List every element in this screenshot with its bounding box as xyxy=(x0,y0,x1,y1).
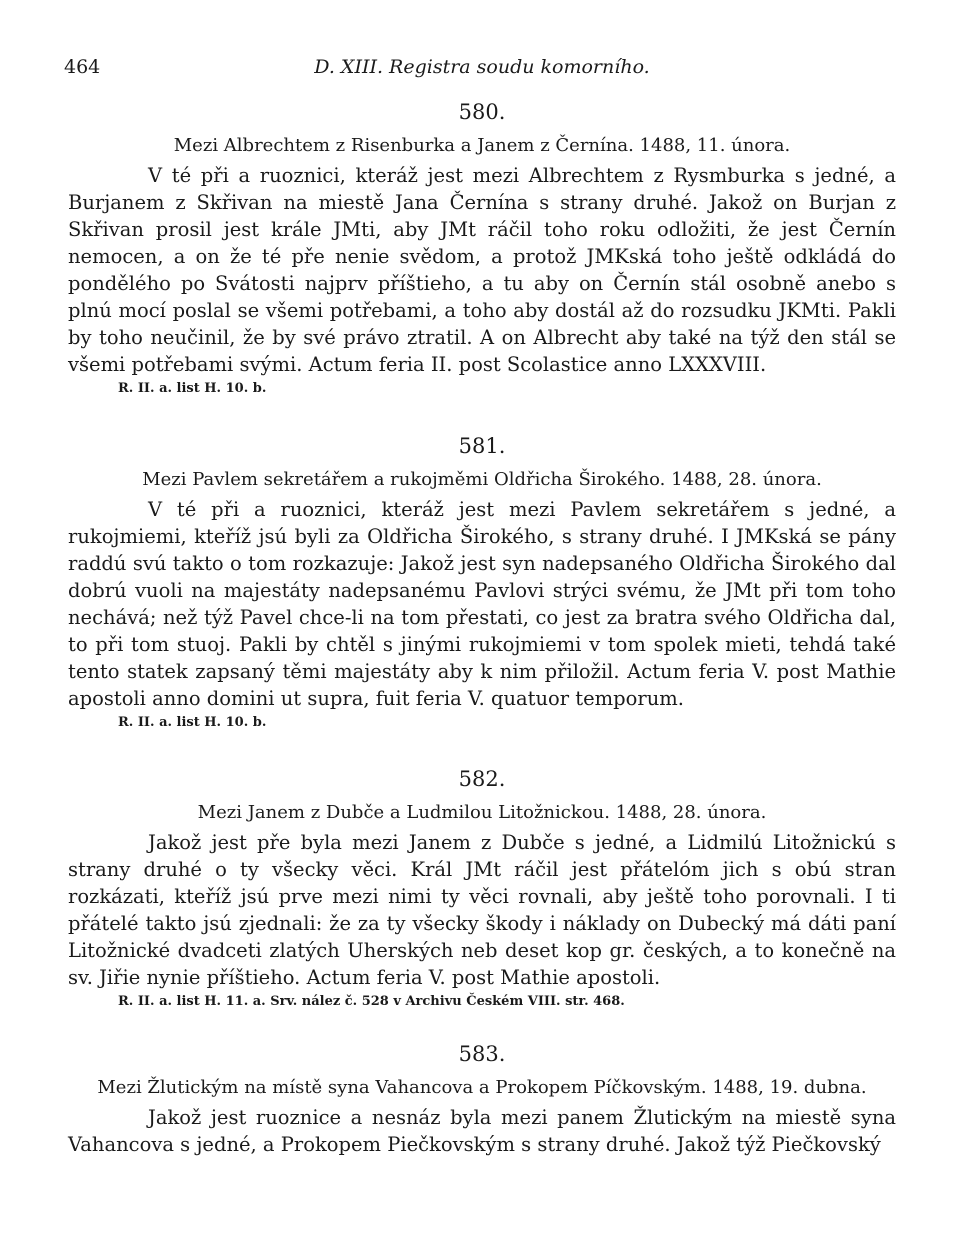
entry-number: 581. xyxy=(458,434,506,458)
page-number: 464 xyxy=(64,56,101,78)
entry-source: R. II. a. list H. 10. b. xyxy=(118,381,267,396)
entry-source: R. II. a. list H. 10. b. xyxy=(118,715,267,730)
entry-title: Mezi Žlutickým na místě syna Vahancova a Prokopem Píčkovským. 1488, 19. dubna. xyxy=(97,1077,867,1098)
entry-title: Mezi Albrechtem z Risenburka a Janem z Černína. 1488, 11. února. xyxy=(173,135,791,156)
entry-number: 580. xyxy=(458,100,506,124)
entry-number: 583. xyxy=(458,1042,506,1066)
entry-583 xyxy=(68,1040,896,1158)
entry-580 xyxy=(68,98,896,400)
entry-582 xyxy=(68,765,896,1013)
entry-source: R. II. a. list H. 11. a. Srv. nález č. 528 v Archivu Českém VIII. str. 468. xyxy=(118,994,625,1009)
entry-number: 582. xyxy=(458,767,506,791)
entry-581 xyxy=(68,432,896,734)
entry-title: Mezi Pavlem sekretářem a rukojměmi Oldřicha Širokého. 1488, 28. února. xyxy=(142,469,822,490)
running-title: D. XIII. Registra soudu komorního. xyxy=(314,56,650,78)
page-header xyxy=(64,56,896,84)
entry-body: Jakož jest ruoznice a nesnáz byla mezi panem Žlutickým na miestě syna Vahancova s jedné, a Prokopem Piečkovským s strany druhé. Jakož týž Piečkovský xyxy=(68,1106,896,1156)
entry-body: V té při a ruoznici, kteráž jest mezi Albrechtem z Rysmburka s jedné, a Burjanem z Skřivan na miestě Jana Černína s strany druhé. Jakož on Burjan z Skřivan prosil jest krále JMti, aby JMt ráčil toho roku odložiti, že jest Černín nemocen, a on že té pře nenie svědom, a protož JMKská toho ještě odkládá do pondělého po Svátosti najprv příštieho, a tu aby on Černín stál osobně anebo s plnú mocí poslal se všemi potřebami, a toho aby dostál až do rozsudku JKMti. Pakli by toho neučinil, že by své právo ztratil. A on Albrecht aby také na týž den stál se všemi potřebami svými. Actum feria II. post Scolastice anno LXXXVIII. xyxy=(68,164,896,376)
entry-title: Mezi Janem z Dubče a Ludmilou Litožnickou. 1488, 28. února. xyxy=(197,802,767,823)
entry-body: Jakož jest pře byla mezi Janem z Dubče s jedné, a Lidmilú Litožnickú s strany druhé o ty všecky věci. Král JMt ráčil jest přátelóm jich s obú stran rozkázati, kteříž jsú prve mezi nimi ty věci rovnali, aby ještě toho porovnali. I ti přátelé takto jsú zjednali: že za ty všecky škody i náklady on Dubecký má dáti paní Litožnické dvadceti zlatých Uherských neb deset kop gr. českých, a to konečně na sv. Jiřie nynie příštieho. Actum feria V. post Mathie apostoli. xyxy=(68,831,896,989)
entry-body: V té při a ruoznici, kteráž jest mezi Pavlem sekretářem s jedné, a rukojmiemi, kteříž jsú byli za Oldřicha Širokého, s strany druhé. I JMKská se pány raddú svú takto o tom rozkazuje: Jakož jest syn nadepsaného Oldřicha Širokého dal dobrú vuoli na majestáty nadepsanému Pavlovi strýci svému, že JMt při tom toho nechává; než týž Pavel chce-li na tom přestati, co jest za bratra svého Oldřicha dal, to při tom stuoj. Pakli by chtěl s jinými rukojmiemi v tom spolek mieti, tehdá také tento statek zapsaný těmi majestáty aby k nim přiložil. Actum feria V. post Mathie apostoli anno domini ut supra, fuit feria V. quatuor temporum. xyxy=(68,498,896,710)
